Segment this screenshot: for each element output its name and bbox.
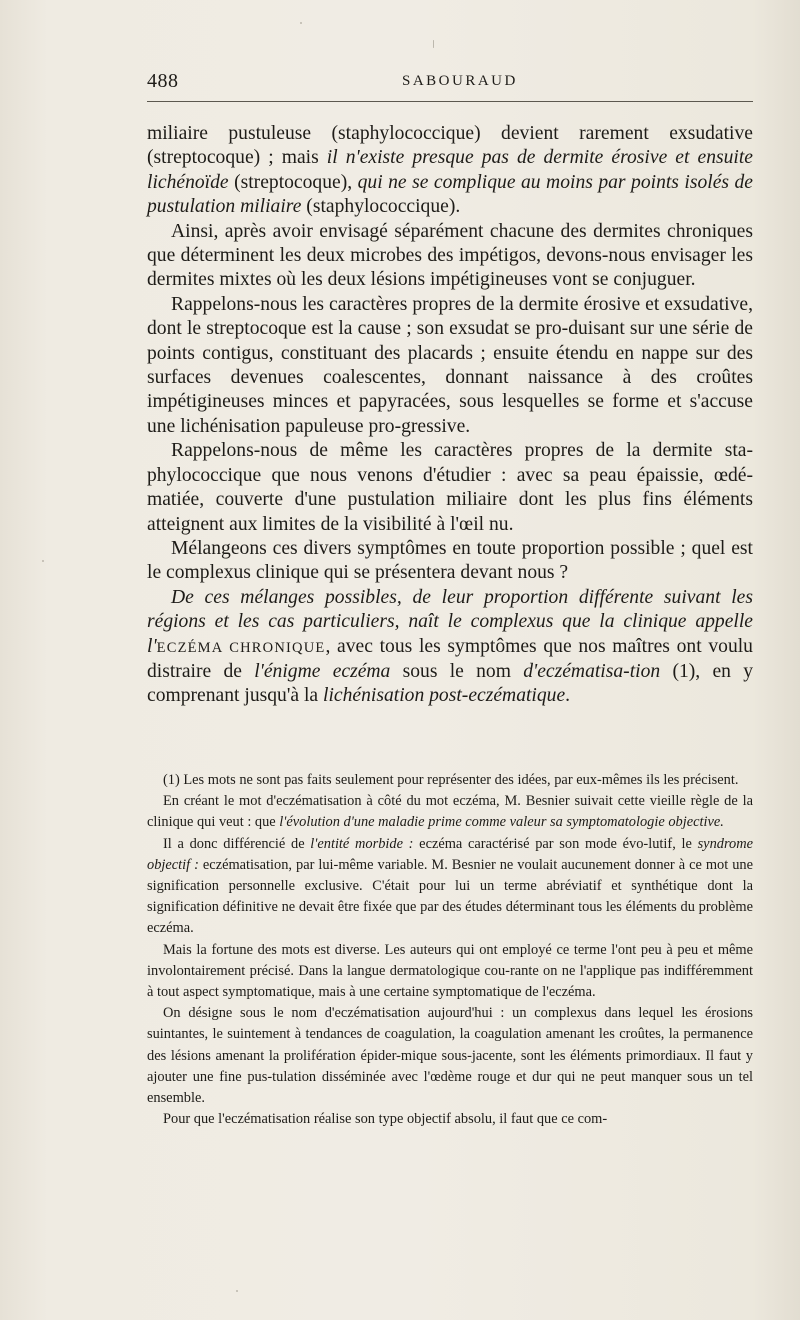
paragraph-1-text-a: miliaire pustuleuse (staphylococcique) devient rarement exsudative (streptocoque) ; mais <box>147 123 753 169</box>
running-head <box>147 70 753 96</box>
footnote-6: Pour que l'eczématisation réalise son type objectif absolu, il faut que ce com- <box>163 1111 608 1128</box>
eczema-chronique-smallcaps: ECZÉMA CHRONIQUE <box>156 639 326 656</box>
paragraph-6-italic-d: lichénisation post-eczématique <box>323 685 566 707</box>
footnote-5: On désigne sous le nom d'eczématisation aujourd'hui : un complexus dans lequel les érosions suintantes, le suintement à tendances de coagulation, la coagulation amenant les croûtes, la permanence des lésions amenant la prolifération épider-mique sous-jacente, sont les éléments primordiaux. Il faut y ajouter une fine pus-tulation disséminée avec l'œdème rouge et dur qui ne peut manquer sous un tel ensemble. <box>147 1005 753 1107</box>
header-rule <box>147 101 753 102</box>
footnote-3-italic-a: l'entité morbide : <box>310 835 414 852</box>
running-title: SABOURAUD <box>402 73 518 89</box>
paragraph-1-italic-a: il n'existe presque pas de dermite érosive et ensuite lichénoïde <box>147 147 754 193</box>
footnote-3-text-b: eczéma caractérisé par son mode évo-lutif, le <box>413 835 698 852</box>
footnote-2-italic: l'évolution d'une maladie prime comme valeur sa symptomatologie objective. <box>279 814 724 831</box>
paragraph-6-italic-c: d'eczématisa-tion <box>523 660 661 682</box>
paragraph-6-text-a: , avec tous les symptômes que nos maîtres ont voulu distraire de <box>147 635 753 682</box>
paragraph-6 <box>147 586 753 709</box>
footnote-1: (1) Les mots ne sont pas faits seulement pour représenter des idées, par eux-mêmes ils les précisent. <box>163 772 739 788</box>
paragraph-6-italic-b: l'énigme eczéma <box>254 660 391 682</box>
paragraph-1 <box>147 122 753 220</box>
paragraph-6-text-d: . <box>565 685 571 707</box>
footnote-3 <box>147 834 753 940</box>
paragraph-3: Rappelons-nous les caractères propres de la dermite érosive et exsudative, dont le streptocoque est la cause ; son exsudat se pro-duisant sur une série de points contigus, constituant des placards ; ensuite étendu en nappe sur des surfaces devenues coalescentes, donnant naissance à des croûtes impétigineuses minces et papyracées, sous lesquelles se forme et s'accuse une lichénisation papuleuse pro-gressive. <box>147 293 753 437</box>
footnote-2 <box>147 791 753 833</box>
paragraph-4: Rappelons-nous de même les caractères propres de la dermite sta-phylococcique que nous venons d'étudier : avec sa peau épaissie, œdé-matiée, couverte d'une pustulation miliaire dont les plus fins éléments atteignent aux limites de la visibilité à l'œil nu. <box>147 440 753 535</box>
paragraph-5: Mélangeons ces divers symptômes en toute proportion possible ; quel est le complexus clinique qui se présentera devant nous ? <box>147 537 753 584</box>
footnote-4: Mais la fortune des mots est diverse. Les auteurs qui ont employé ce terme l'ont peu à peu et même involontairement précisé. Dans la langue dermatologique cou-rante on ne l'applique pas indifféremment à tout aspect symptomatique, mais à une certaine symptomatique de l'eczéma. <box>147 941 753 1001</box>
paragraph-1-italic-b: qui ne se complique au moins par points isolés de pustulation miliaire <box>147 171 754 218</box>
body-text <box>147 122 753 709</box>
footnote-3-text-a: Il a donc différencié de <box>163 835 311 852</box>
paper-speck <box>236 1290 238 1292</box>
paragraph-6-italic-a: De ces mélanges possibles, de leur proportion différente suivant les régions et les cas particuliers, naît le complexus que la clinique appelle l' <box>147 586 753 657</box>
paper-speck <box>42 560 44 562</box>
paragraph-6-text-c: (1), en y comprenant jusqu'à la <box>147 660 753 707</box>
paper-speck <box>433 40 434 48</box>
page-number: 488 <box>147 70 179 92</box>
footnotes <box>147 770 753 1130</box>
paragraph-1-text-c: (staphylococcique). <box>301 196 461 218</box>
paragraph-2: Ainsi, après avoir envisagé séparément chacune des dermites chroniques que déterminent les deux microbes des impétigos, devons-nous envisager les dermites mixtes où les deux lésions impétigineuses vont se conjuguer. <box>147 220 753 291</box>
paragraph-6-text-b: sous le nom <box>390 660 524 682</box>
footnote-3-text-c: eczématisation, par lui-même variable. M. Besnier ne voulait aucunement donner à ce mot une signification personnelle exclusive. C'était pour lui un terme abréviatif et synthétique dont la signification définitive ne devait être fixée que par des études déterminant tous les éléments du problème eczéma. <box>147 856 753 937</box>
footnote-2-text: En créant le mot d'eczématisation à côté du mot eczéma, M. Besnier suivait cette vieille règle de la clinique qui veut : que <box>147 793 753 831</box>
footnote-3-italic-b: syndrome objectif : <box>147 835 753 873</box>
paragraph-1-text-b: (streptocoque), <box>228 171 358 193</box>
paper-speck <box>300 22 302 24</box>
